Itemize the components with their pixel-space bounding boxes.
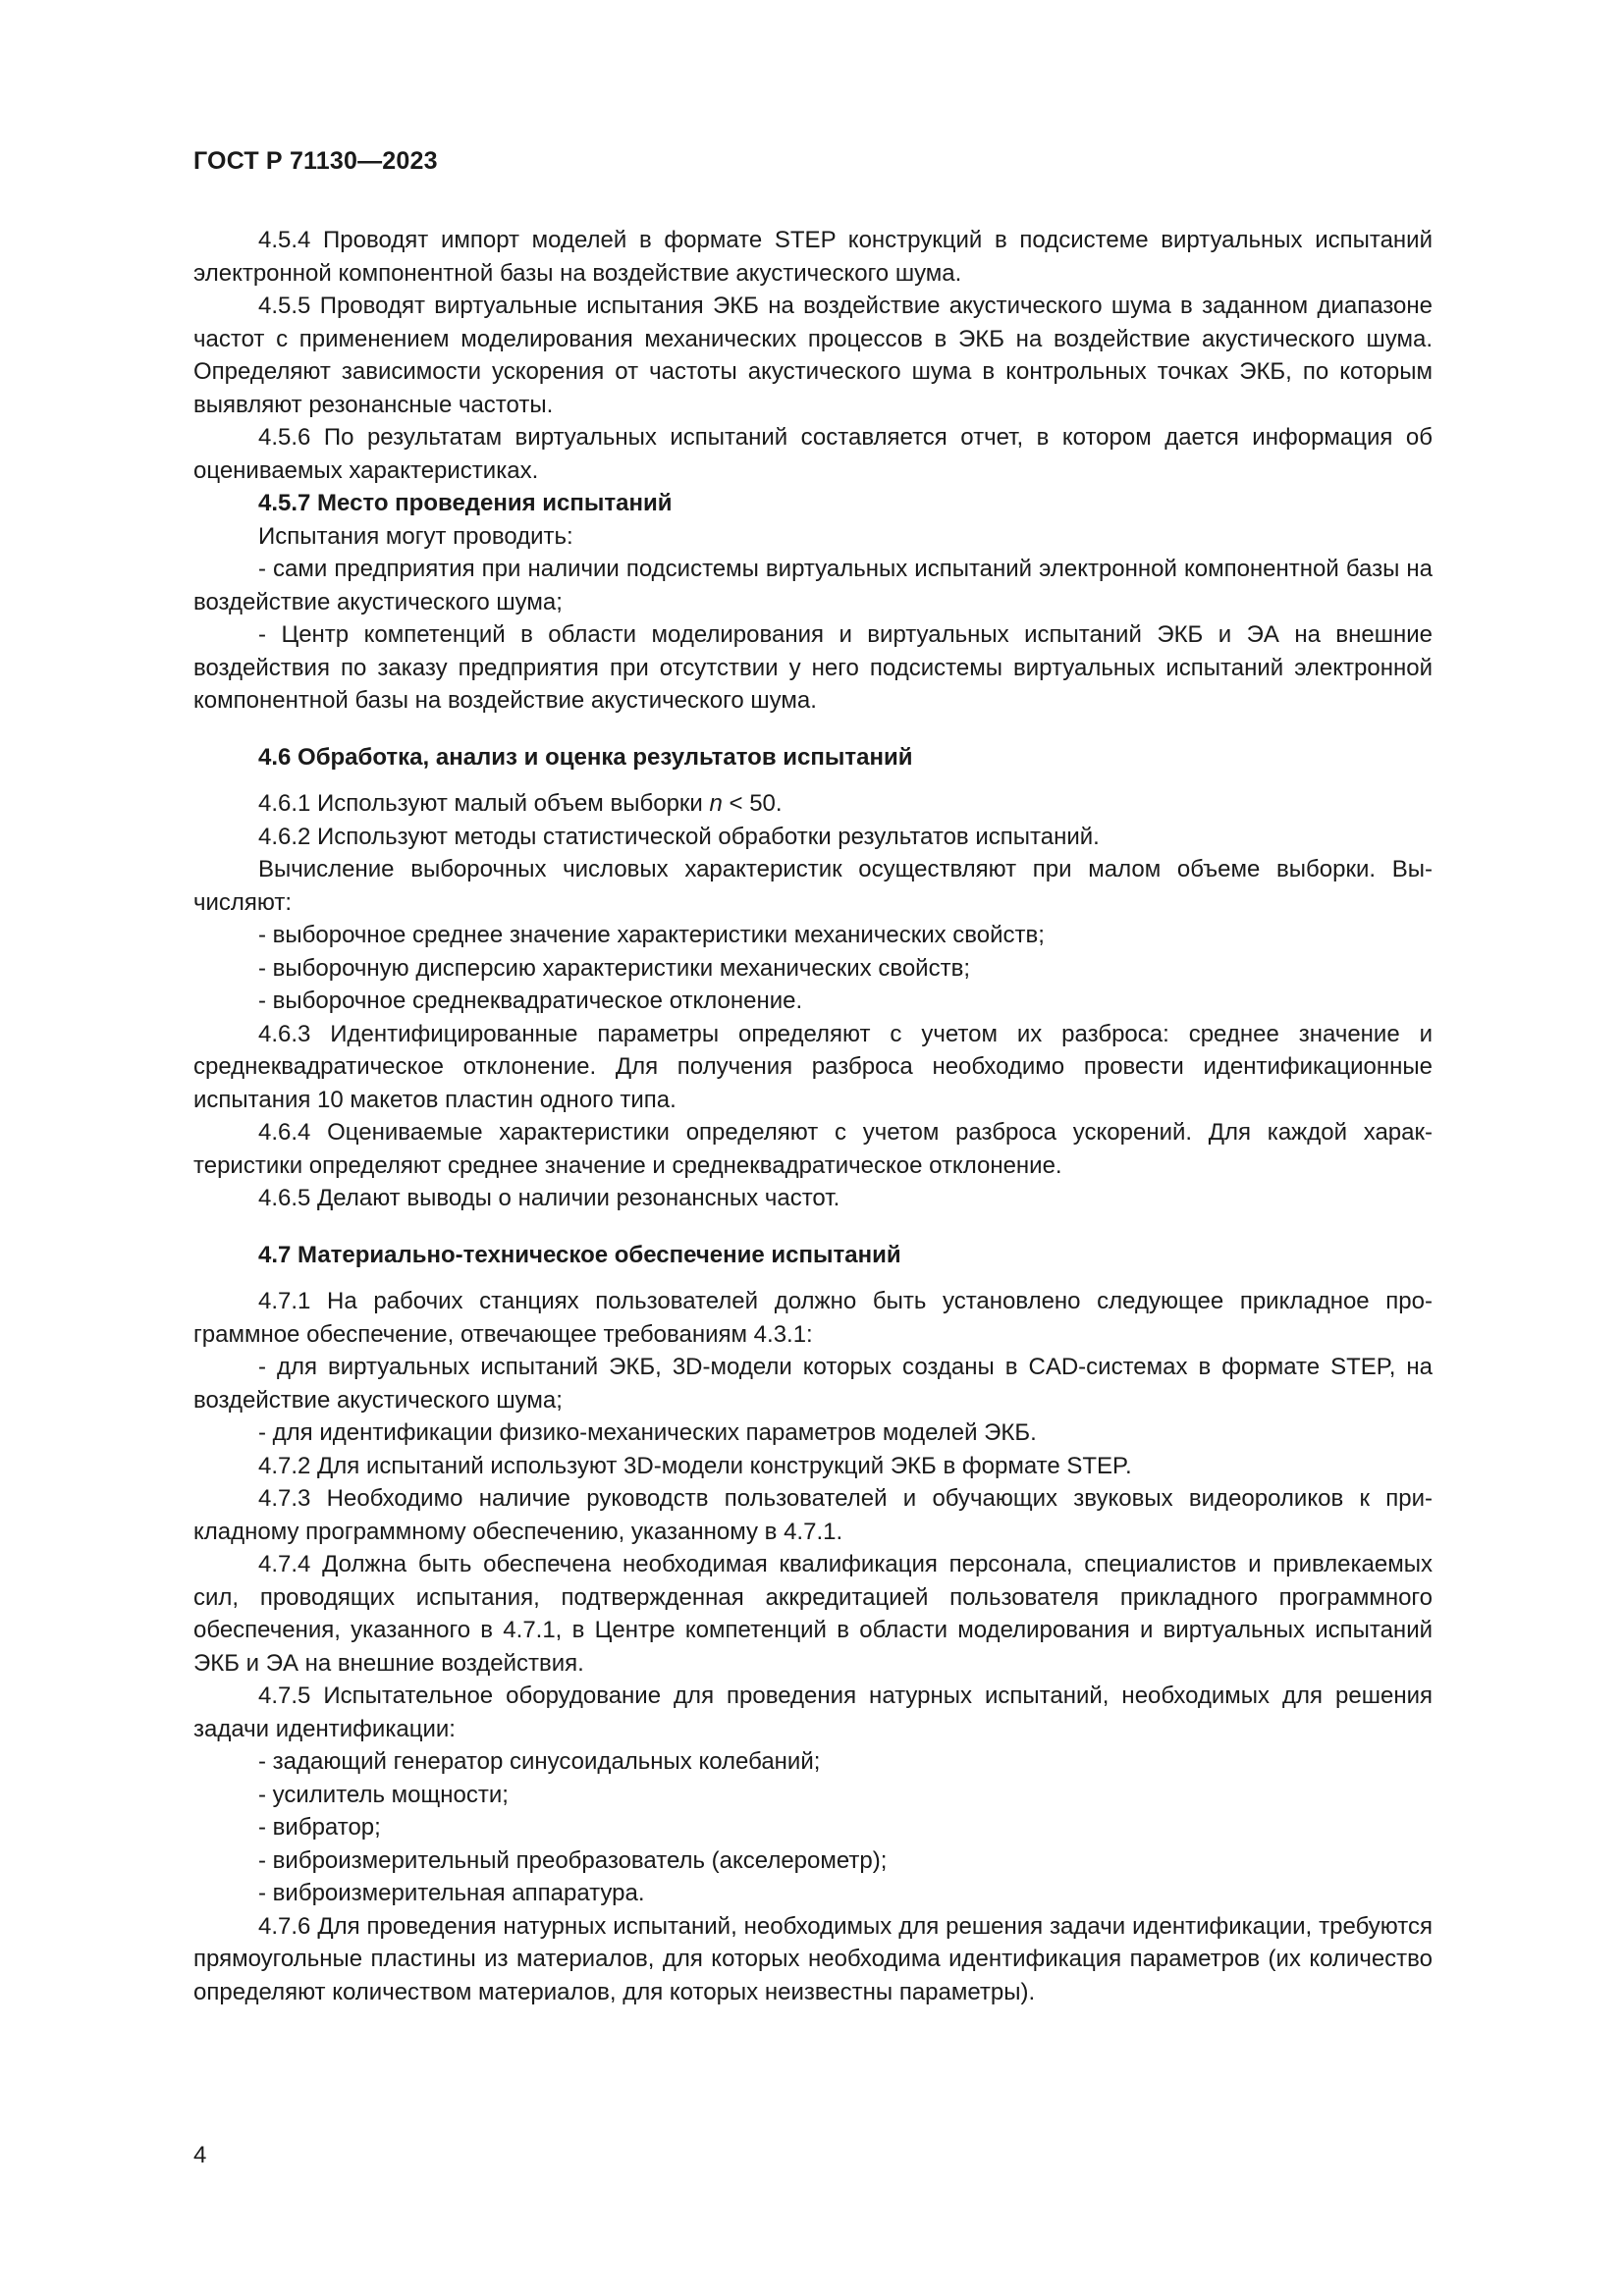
list-item: - сами предприятия при наличии подсистемы виртуальных испытаний электронной компонентной базы на воздействие акустического шума; bbox=[193, 556, 1433, 615]
paragraph-4-7-3: 4.7.3 Необходимо наличие руководств пользователей и обучающих звуковых видеороликов к прикладному программному обеспечению, указанному в 4.7.1. bbox=[193, 1485, 1433, 1545]
paragraph-4-5-6: 4.5.6 По результатам виртуальных испытаний составляется отчет, в котором дается информация об оцениваемых характеристиках. bbox=[193, 424, 1433, 484]
heading-4-5-7: 4.5.7 Место проведения испытаний bbox=[258, 490, 673, 516]
document-header: ГОСТ Р 71130—2023 bbox=[193, 147, 438, 175]
list-item: - виброизмерительный преобразователь (акселерометр); bbox=[258, 1846, 888, 1874]
paragraph-4-6-1-text: 4.6.1 Используют малый объем выборки bbox=[258, 790, 710, 817]
paragraph-4-7-2: 4.7.2 Для испытаний используют 3D-модели конструкций ЭКБ в формате STEP. bbox=[258, 1452, 1132, 1479]
section-heading-4-7: 4.7 Материально-техническое обеспечение испытаний bbox=[258, 1241, 901, 1268]
paragraph-4-6-3: 4.6.3 Идентифицированные параметры определяют с учетом их разброса: среднее значение и среднеквадратическое отклонение. Для получения разброса необходимо провести идентификационные испытания 10 макетов пластин одного типа. bbox=[193, 1020, 1433, 1113]
sample-size-variable: n bbox=[709, 790, 723, 817]
paragraph-4-6-1-limit: < 50. bbox=[722, 790, 783, 817]
paragraph-4-7-4: 4.7.4 Должна быть обеспечена необходимая квалификация персонала, специалистов и привлекаемых сил, проводящих испытания, подтвержденная аккредитацией пользователя прикладного программного обеспечения, указанного в 4.7.1, в Центре компетенций в области моделирования и виртуальных испытаний ЭКБ и ЭА на внешние воздействия. bbox=[193, 1551, 1433, 1677]
paragraph-4-6-5: 4.6.5 Делают выводы о наличии резонансных частот. bbox=[258, 1185, 840, 1211]
list-item: - вибратор; bbox=[258, 1814, 381, 1841]
list-item: - для идентификации физико-механических параметров моделей ЭКБ. bbox=[258, 1419, 1037, 1446]
paragraph-4-6-4: 4.6.4 Оцениваемые характеристики определяют с учетом разброса ускорений. Для каждой характеристики определяют среднее значение и среднеквадратическое отклонение. bbox=[193, 1119, 1433, 1179]
section-heading-4-6: 4.6 Обработка, анализ и оценка результатов испытаний bbox=[258, 743, 913, 771]
paragraph-4-7-5: 4.7.5 Испытательное оборудование для проведения натурных испытаний, необходимых для решения задачи идентификации: bbox=[193, 1682, 1433, 1742]
paragraph-4-7-6: 4.7.6 Для проведения натурных испытаний, необходимых для решения задачи идентификации, требуются прямоугольные пластины из материалов, для которых необходима идентификация параметров (их количество определяют количеством материалов, для которых неизвестны параметры). bbox=[193, 1912, 1433, 2005]
list-item: - выборочную дисперсию характеристики механических свойств; bbox=[258, 954, 970, 982]
paragraph-4-6-1 bbox=[193, 787, 1433, 821]
list-item: - виброизмерительная аппаратура. bbox=[258, 1880, 645, 1906]
list-item: - выборочное среднеквадратическое отклонение. bbox=[258, 988, 803, 1014]
list-item: - Центр компетенций в области моделирования и виртуальных испытаний ЭКБ и ЭА на внешние воздействия по заказу предприятия при отсутствии у него подсистемы виртуальных испытаний электронной компонентной базы на воздействие акустического шума. bbox=[193, 621, 1433, 714]
document-body bbox=[193, 224, 1433, 2008]
paragraph-4-6-2: 4.6.2 Используют методы статистической обработки результатов испытаний. bbox=[258, 823, 1100, 850]
paragraph-4-7-1: 4.7.1 На рабочих станциях пользователей должно быть установлено следующее прикладное программное обеспечение, отвечающее требованиям 4.3.1: bbox=[193, 1288, 1433, 1348]
list-item: - выборочное среднее значение характеристики механических свойств; bbox=[258, 922, 1045, 948]
list-item: - для виртуальных испытаний ЭКБ, 3D-модели которых созданы в CAD-системах в формате STEP, на воздействие акустического шума; bbox=[193, 1354, 1433, 1414]
paragraph-4-6-2-calc: Вычисление выборочных числовых характеристик осуществляют при малом объеме выборки. Вычисляют: bbox=[193, 856, 1433, 916]
page-number: 4 bbox=[193, 2142, 207, 2168]
paragraph-4-5-4: 4.5.4 Проводят импорт моделей в формате STEP конструкций в подсистеме виртуальных испытаний электронной компонентной базы на воздействие акустического шума. bbox=[193, 227, 1433, 287]
paragraph-4-5-5: 4.5.5 Проводят виртуальные испытания ЭКБ на воздействие акустического шума в заданном диапазоне частот с применением моделирования механических процессов в ЭКБ на воздействие акустического шума. Определяют зависимости ускорения от частоты акустического шума в контрольных точках ЭКБ, по которым выявляют резонансные частоты. bbox=[193, 293, 1433, 418]
list-item: - усилитель мощности; bbox=[258, 1781, 509, 1808]
paragraph-4-5-7-intro: Испытания могут проводить: bbox=[258, 522, 573, 550]
list-item: - задающий генератор синусоидальных колебаний; bbox=[258, 1748, 821, 1775]
